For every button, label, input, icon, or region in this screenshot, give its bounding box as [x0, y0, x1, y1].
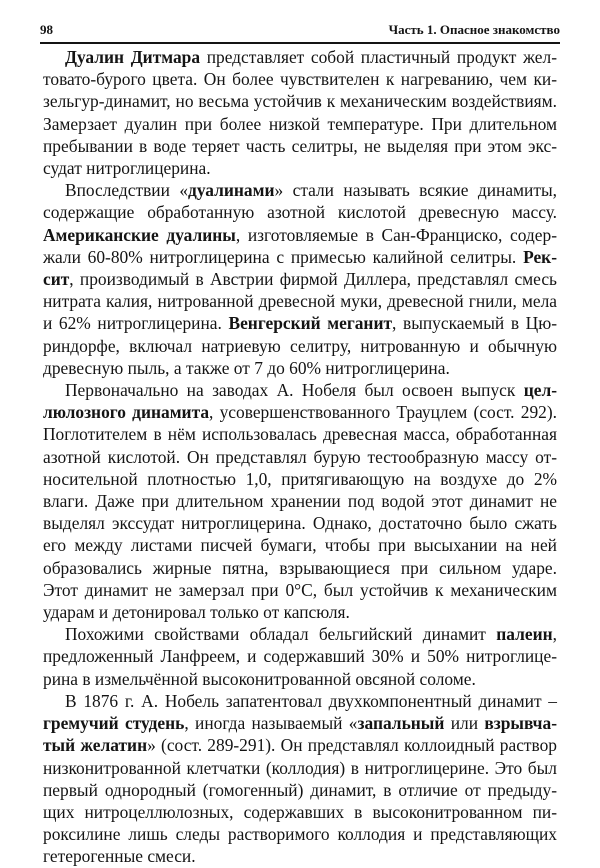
- text-run: , изготовляемые в Сан-Франциско, содержали 60-80% нитроглицерина с примесью калийной селитры.: [43, 224, 557, 267]
- bold-term: дуалинами: [188, 180, 275, 201]
- text-run: , усовершенствованного Трауцлем (сост. 292). Поглотителем в нём использовалась древесная масса, обработанная азотной кислотой. Он представлял бурую тестообразную массу относительной плотностью 1,0, притягивающую на воздухе до 2% влаги. Даже при длительном хранении под водой этот динамит не выделял экссудат нитроглицерина. Однако, достаточно было сжать его между листами писчей бумаги, чтобы при высыхании на ней образовались жирные пятна, взрывающиеся при сильном ударе. Этот динамит не замерзал при 0°С, был устойчив к механическим ударам и детонировал только от капсюля.: [43, 402, 557, 623]
- bold-term: Рексит: [43, 246, 557, 290]
- text-run: или: [444, 713, 485, 734]
- bold-term: палеин: [496, 624, 553, 645]
- text-run: » стали называть всякие динамиты, содержащие обработанную азотной кислотой древесную массу.: [43, 180, 557, 223]
- paragraph-3: [43, 379, 557, 623]
- text-run: » (сост. 289-291). Он представлял коллоидный раствор низконитрованной клетчатки (коллодия) в нитроглицерине. Это был первый однородный (гомогенный) динамит, в отличие от предыдущих нитроцеллюлозных, содержавших в высоконитрованном пироксилине лишь следы растворимого коллодия и представляющих гетерогенные смеси.: [43, 735, 557, 867]
- text-run: , выпускаемый в Цюриндорфе, включал натриевую селитру, нитрованную и обычную древесную пыль, а также от 7 до 60% нитроглицерина.: [43, 313, 557, 378]
- text-run: Впоследствии «: [65, 180, 189, 201]
- bold-term: Американские дуалины: [43, 224, 236, 245]
- paragraph-2: [43, 179, 557, 379]
- text-run: Похожими свойствами обладал бельгийский динамит: [65, 624, 497, 645]
- text-run: , иногда называемый «: [184, 713, 358, 734]
- bold-term: гремучий студень: [43, 713, 185, 734]
- chapter-title: Часть 1. Опасное знакомство: [388, 22, 560, 37]
- text-run: , предложенный Ланфреем, и содержавший 30% и 50% нитроглицерина в измельчённой высоконитрованной овсяной соломе.: [43, 624, 557, 689]
- text-run: В 1876 г. А. Нобель запатентовал двухкомпонентный динамит –: [65, 690, 557, 711]
- paragraph-1: [43, 46, 557, 179]
- bold-term: запальный: [357, 713, 445, 734]
- bold-term: целлюлозного динамита: [43, 380, 557, 423]
- text-run: Первоначально на заводах А. Нобеля был освоен выпуск: [65, 380, 524, 401]
- bold-term: Венгерский меганит: [228, 313, 393, 334]
- text-run: , производимый в Австрии фирмой Диллера, представлял смесь нитрата калия, нитрованной древесной муки, древесной гнили, мела и 62% нитроглицерина.: [43, 269, 557, 334]
- bold-term: взрывчатый желатин: [43, 713, 557, 756]
- running-header: [40, 20, 560, 44]
- bold-term: Дуалин Дитмара: [65, 47, 201, 67]
- paragraph-5: [43, 690, 557, 868]
- page-number: 98: [40, 22, 53, 37]
- body-text: [43, 46, 557, 868]
- paragraph-4: [43, 623, 557, 690]
- text-run: представляет собой пластичный продукт желтовато-бурого цвета. Он более чувствителен к нагреванию, чем кизельгур-динамит, но весьма устойчив к механическим воздействиям. Замерзает дуалин при более низкой температуре. При длительном пребывании в воде теряет часть селитры, не выделяя при этом экссудат нитроглицерина.: [43, 47, 558, 179]
